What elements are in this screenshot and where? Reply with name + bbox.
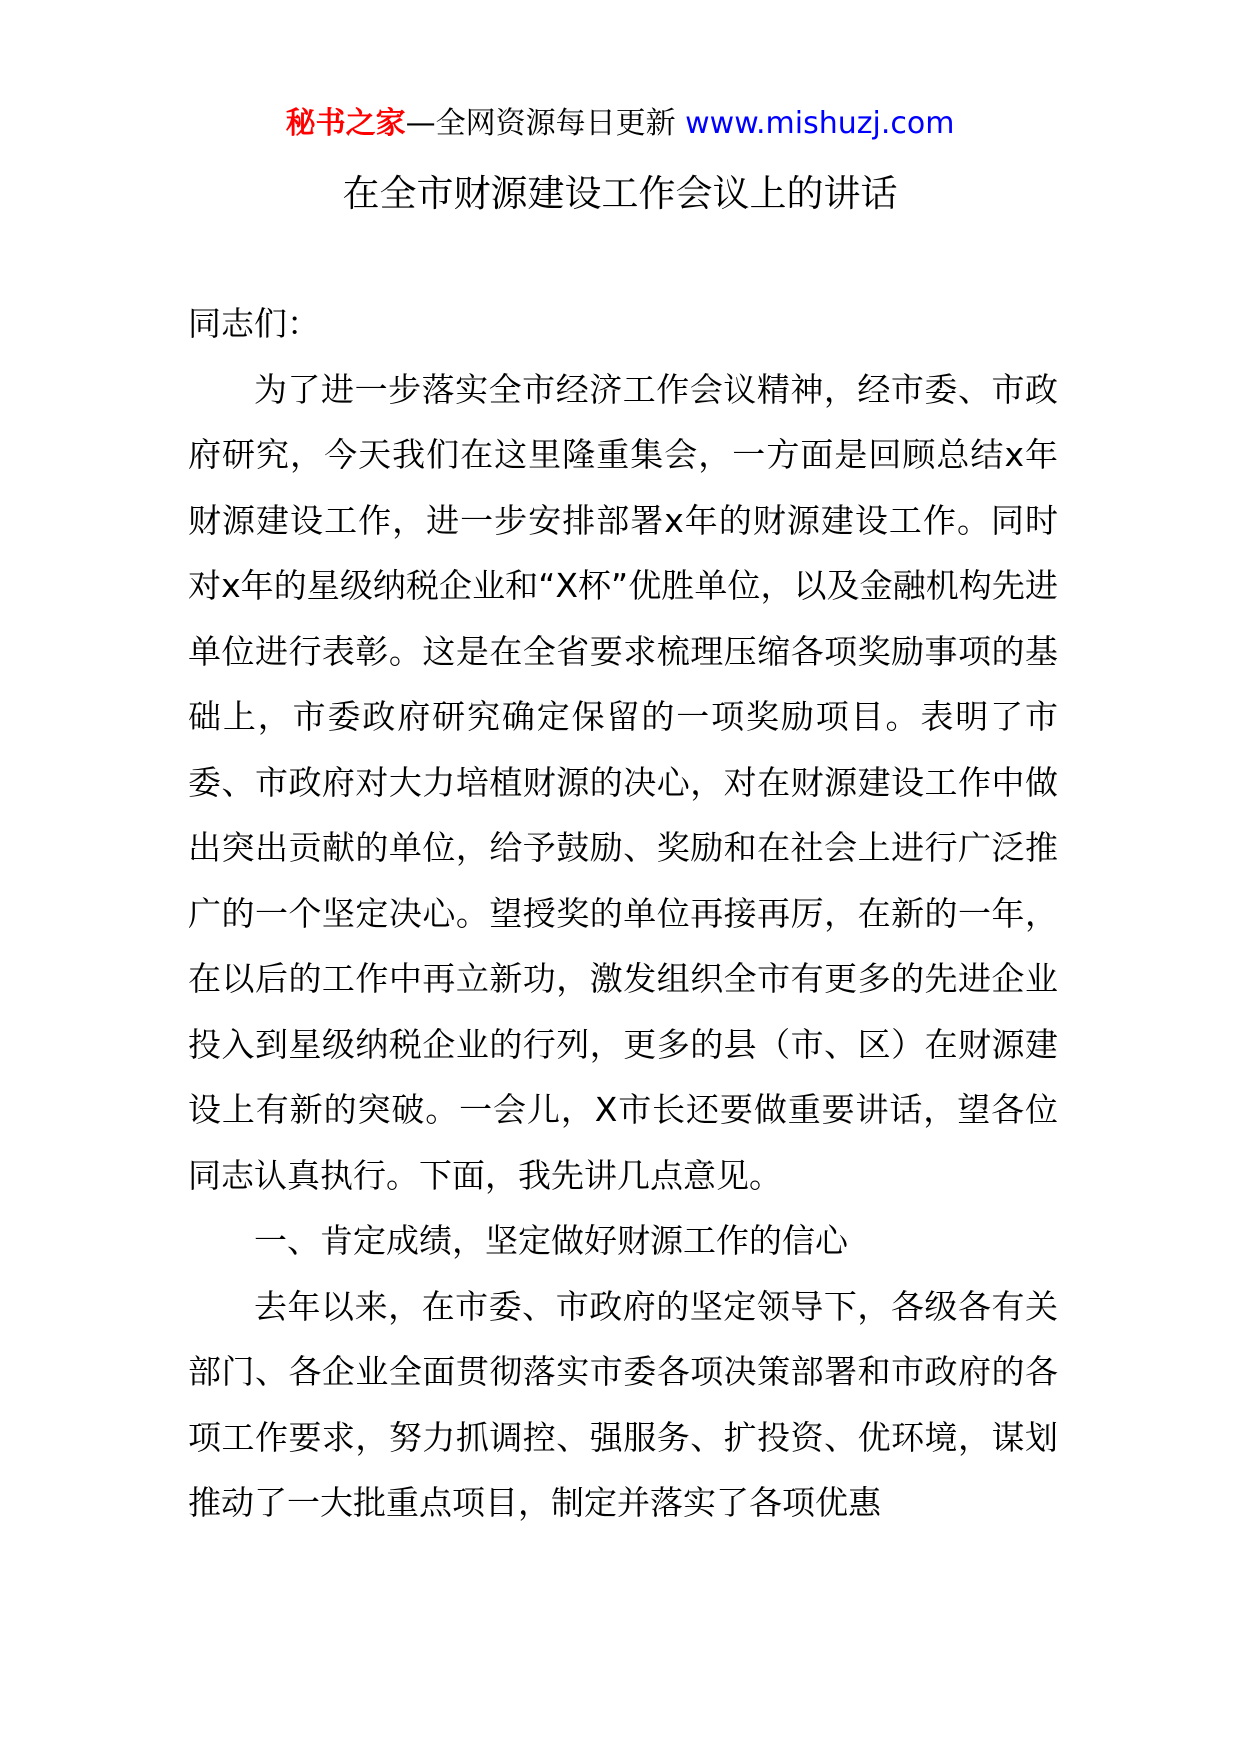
section-heading: 一、肯定成绩，坚定做好财源工作的信心	[254, 1221, 848, 1260]
document-title: 在全市财源建设工作会议上的讲话	[342, 172, 898, 215]
salutation: 同志们：	[188, 304, 320, 343]
header-tagline: —全网资源每日更新	[405, 106, 686, 141]
header-banner	[0, 104, 1240, 144]
body-paragraph: 为了进一步落实全市经济工作会议精神，经市委、市政府研究，今天我们在这里隆重集会，一方面是回顾总结x年财源建设工作，进一步安排部署x年的财源建设工作。同时对x年的星级纳税企业和“X杯”优胜单位，以及金融机构先进单位进行表彰。这是在全省要求梳理压缩各项奖励事项的基础上，市委政府研究确定保留的一项奖励项目。表明了市委、市政府对大力培植财源的决心，对在财源建设工作中做出突出贡献的单位，给予鼓励、奖励和在社会上进行广泛推广的一个坚定决心。望授奖的单位再接再厉，在新的一年，在以后的工作中再立新功，激发组织全市有更多的先进企业投入到星级纳税企业的行列，更多的县（市、区）在财源建设上有新的突破。一会儿，X市长还要做重要讲话，望各位同志认真执行。下面，我先讲几点意见。	[188, 369, 1058, 1195]
brand-name: 秘书之家	[285, 106, 406, 141]
document-body	[188, 291, 1058, 1536]
body-paragraph: 去年以来，在市委、市政府的坚定领导下，各级各有关部门、各企业全面贯彻落实市委各项决策部署和市政府的各项工作要求，努力抓调控、强服务、扩投资、优环境，谋划推动了一大批重点项目，制定并落实了各项优惠	[188, 1286, 1058, 1522]
site-link[interactable]: www.mishuzj.com	[685, 106, 955, 141]
